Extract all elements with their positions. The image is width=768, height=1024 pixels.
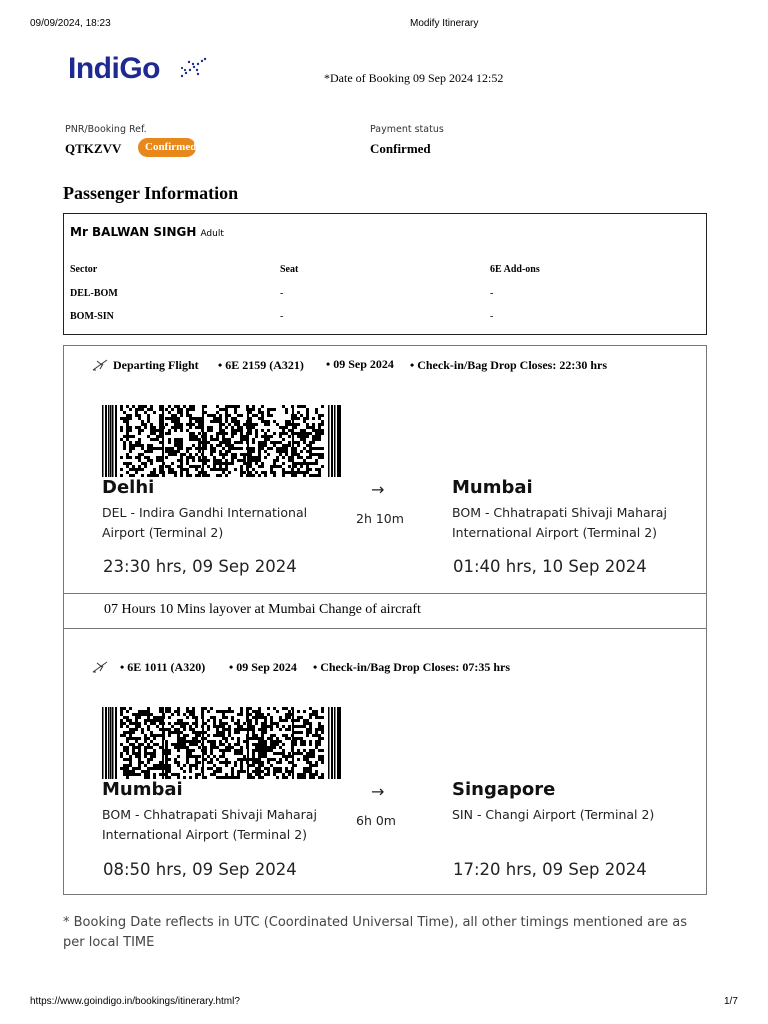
origin-airport: DEL - Indira Gandhi International Airport (Terminal 2) xyxy=(102,505,308,540)
passenger-name-text: Mr BALWAN SINGH xyxy=(70,225,197,239)
print-datetime: 09/09/2024, 18:23 xyxy=(30,18,111,29)
destination-airport: SIN - Changi Airport (Terminal 2) xyxy=(452,807,655,822)
sector-cell: DEL-BOM xyxy=(70,288,118,299)
col-header-sector: Sector xyxy=(70,264,98,275)
print-page-number: 1/7 xyxy=(724,996,738,1007)
arrow-right-icon: → xyxy=(371,782,385,801)
passenger-name xyxy=(70,225,224,239)
seat-cell: - xyxy=(280,288,284,299)
flight-date: • 09 Sep 2024 xyxy=(326,357,394,371)
footnote: * Booking Date reflects in UTC (Coordinated Universal Time), all other timings mentioned are as per local TIME xyxy=(63,915,688,950)
flight-duration: 6h 0m xyxy=(356,813,396,828)
plane-icon xyxy=(92,660,108,674)
departing-flight-label: Departing Flight xyxy=(113,358,199,372)
payment-status-value: Confirmed xyxy=(370,141,431,156)
print-url: https://www.goindigo.in/bookings/itinerary.html? xyxy=(30,996,240,1007)
destination-city: Singapore xyxy=(452,779,556,800)
checkin-closes: • Check-in/Bag Drop Closes: 22:30 hrs xyxy=(410,358,607,372)
origin-city: Mumbai xyxy=(102,779,183,800)
addons-cell: - xyxy=(490,288,494,299)
barcode-image xyxy=(102,405,342,477)
flight-number: • 6E 1011 (A320) xyxy=(120,660,206,674)
addons-cell: - xyxy=(490,311,494,322)
indigo-plane-icon xyxy=(178,56,208,80)
divider xyxy=(63,593,707,594)
arrival-time: 17:20 hrs, 09 Sep 2024 xyxy=(453,860,647,879)
arrow-right-icon: → xyxy=(371,480,385,499)
indigo-logo: IndiGo xyxy=(68,52,160,85)
checkin-closes: • Check-in/Bag Drop Closes: 07:35 hrs xyxy=(313,660,510,674)
pnr-value: QTKZVV xyxy=(65,141,122,156)
status-badge: Confirmed xyxy=(138,138,196,157)
col-header-addons: 6E Add-ons xyxy=(490,264,540,275)
passenger-section-title: Passenger Information xyxy=(63,183,239,203)
pnr-label: PNR/Booking Ref. xyxy=(65,124,147,135)
sector-cell: BOM-SIN xyxy=(70,311,114,322)
layover-info: 07 Hours 10 Mins layover at Mumbai Change of aircraft xyxy=(104,602,421,617)
plane-icon xyxy=(92,358,108,372)
destination-city: Mumbai xyxy=(452,477,533,498)
seat-cell: - xyxy=(280,311,284,322)
flight-date: • 09 Sep 2024 xyxy=(229,660,297,674)
divider xyxy=(63,628,707,629)
destination-airport: BOM - Chhatrapati Shivaji Maharaj International Airport (Terminal 2) xyxy=(452,505,667,540)
arrival-time: 01:40 hrs, 10 Sep 2024 xyxy=(453,557,647,576)
passenger-type: Adult xyxy=(200,229,224,239)
origin-airport: BOM - Chhatrapati Shivaji Maharaj International Airport (Terminal 2) xyxy=(102,807,317,842)
flight-number: • 6E 2159 (A321) xyxy=(218,358,304,372)
col-header-seat: Seat xyxy=(280,264,299,275)
barcode-image xyxy=(102,707,342,779)
payment-status-label: Payment status xyxy=(370,124,444,135)
flight-duration: 2h 10m xyxy=(356,511,404,526)
booking-date: *Date of Booking 09 Sep 2024 12:52 xyxy=(324,71,504,85)
departure-time: 08:50 hrs, 09 Sep 2024 xyxy=(103,860,297,879)
print-title: Modify Itinerary xyxy=(410,18,479,29)
origin-city: Delhi xyxy=(102,477,155,498)
departure-time: 23:30 hrs, 09 Sep 2024 xyxy=(103,557,297,576)
